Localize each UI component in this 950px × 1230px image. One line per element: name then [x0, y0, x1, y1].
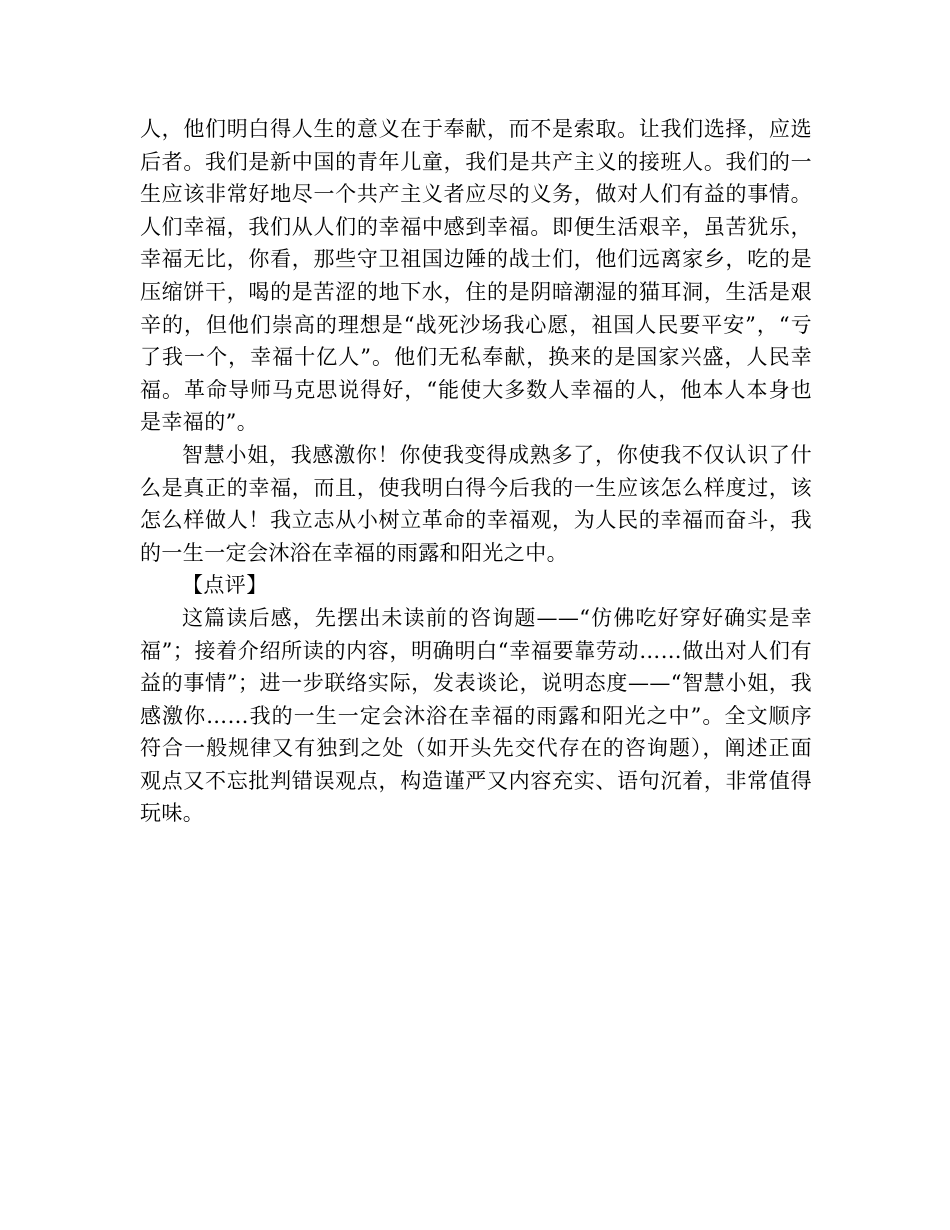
paragraph-thanks: 智慧小姐，我感激你！你使我变得成熟多了，你使我不仅认识了什么是真正的幸福，而且，使我明白得今后我的一生应该怎么样度过，该怎么样做人！我立志从小树立革命的幸福观，为人民的幸福而奋斗，我的一生一定会沐浴在幸福的雨露和阳光之中。	[140, 442, 812, 565]
paragraph-continuation: 人，他们明白得人生的意义在于奉献，而不是索取。让我们选择，应选后者。我们是新中国的青年儿童，我们是共产主义的接班人。我们的一生应该非常好地尽一个共产主义者应尽的义务，做对人们有益的事情。人们幸福，我们从人们的幸福中感到幸福。即便生活艰辛，虽苦犹乐，幸福无比，你看，那些守卫祖国边陲的战士们，他们远离家乡，吃的是压缩饼干，喝的是苦涩的地下水，住的是阴暗潮湿的猫耳洞，生活是艰辛的，但他们崇高的理想是“战死沙场我心愿，祖国人民要平安”，“亏了我一个，幸福十亿人”。他们无私奉献，换来的是国家兴盛，人民幸福。革命导师马克思说得好，“能使大多数人幸福的人，他本人本身也是幸福的”。	[140, 117, 812, 435]
comment-heading: 【点评】	[182, 573, 268, 598]
document-page	[140, 113, 812, 830]
comment-body: 这篇读后感，先摆出未读前的咨询题——“仿佛吃好穿好确实是幸福”；接着介绍所读的内容，明确明白“幸福要靠劳动……做出对人们有益的事情”；进一步联络实际，发表谈论，说明态度——“智慧小姐，我感激你……我的一生一定会沐浴在幸福的雨露和阳光之中”。全文顺序符合一般规律又有独到之处（如开头先交代存在的咨询题），阐述正面观点又不忘批判错误观点，构造谨严又内容充实、语句沉着，非常值得玩味。	[140, 605, 812, 826]
